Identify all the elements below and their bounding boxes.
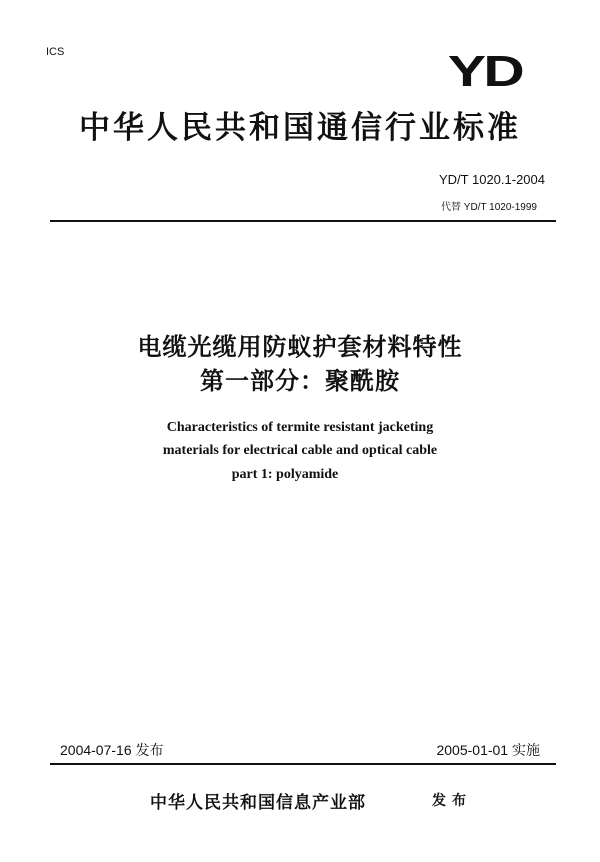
english-title-line-3: part 1: polyamide: [231, 467, 339, 482]
chinese-title-line-2: 第一部分：聚酰胺: [200, 367, 400, 395]
yd-logo: YD: [447, 47, 522, 96]
publisher-name: 中华人民共和国信息产业部: [150, 793, 366, 813]
ics-label: ICS: [46, 46, 65, 58]
english-title-line-2: materials for electrical cable and optical cable: [162, 443, 438, 458]
standard-code: YD/T 1020.1-2004: [439, 172, 545, 187]
issue-date: 2004-07-16 发布: [60, 742, 164, 758]
publish-label: 发布: [432, 793, 472, 809]
chinese-title-line-1: 电缆光缆用防蚁护套材料特性: [137, 333, 463, 361]
standard-title: 中华人民共和国通信行业标准: [79, 110, 521, 146]
english-title-line-1: Characteristics of termite resistant jacketing: [166, 420, 434, 435]
bottom-divider: [50, 763, 556, 765]
top-divider: [50, 220, 556, 222]
replaces-note: 代替 YD/T 1020-1999: [441, 202, 537, 213]
implementation-date: 2005-01-01 实施: [436, 742, 540, 758]
